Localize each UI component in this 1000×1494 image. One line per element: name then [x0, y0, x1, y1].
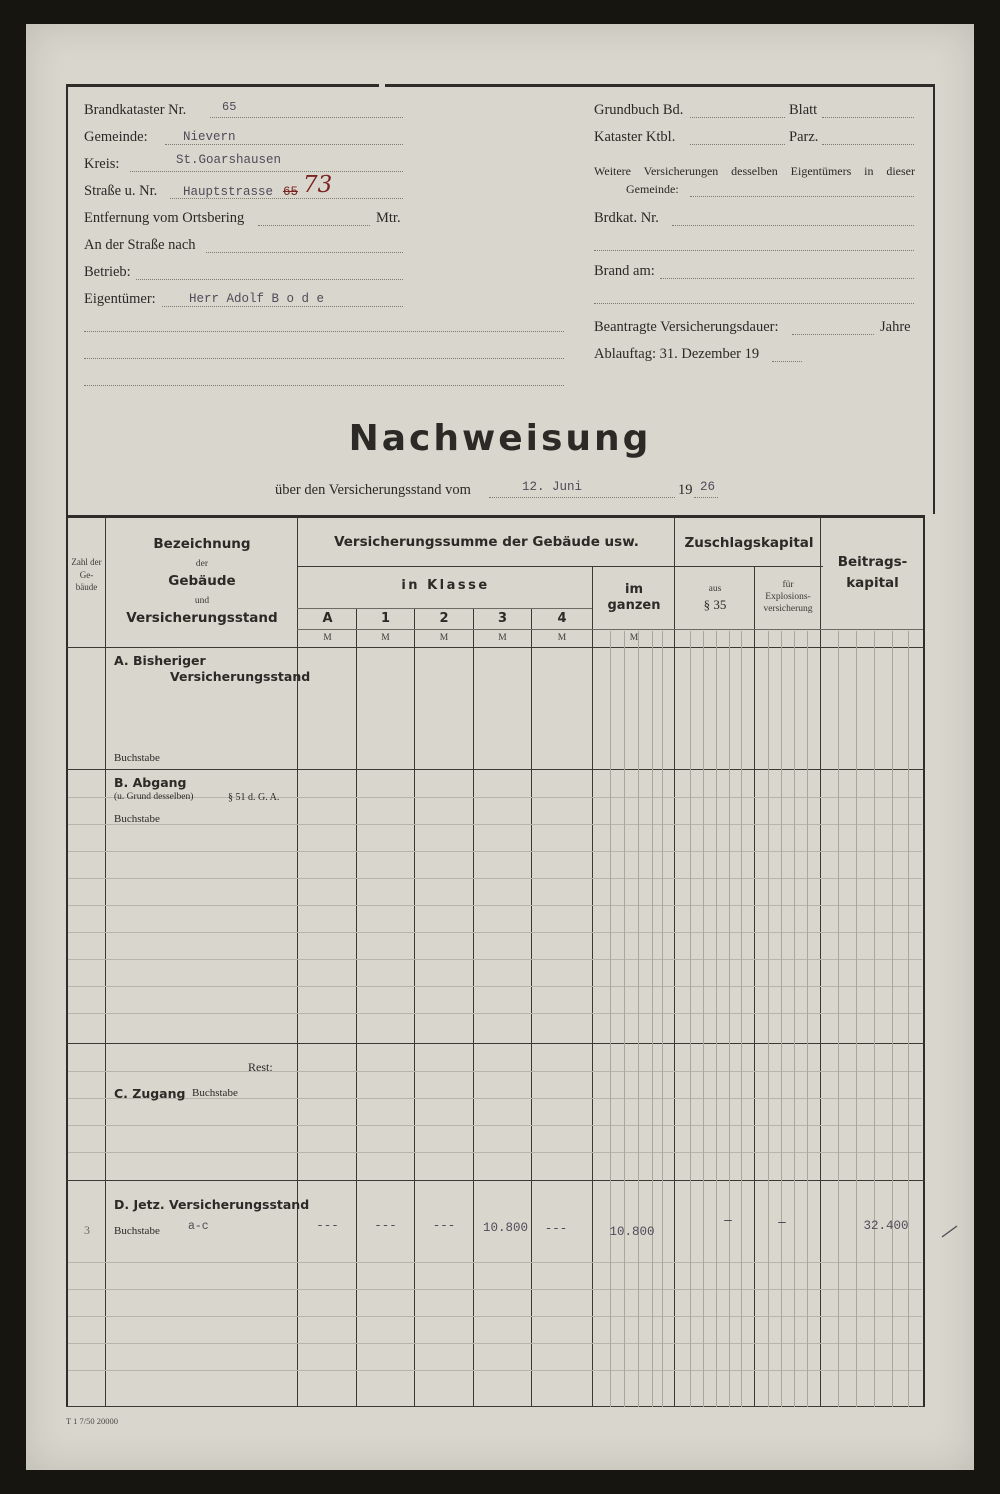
- col-divider-a: [356, 608, 357, 1407]
- kataster-line: [690, 144, 785, 145]
- grundbuch-label: Grundbuch Bd.: [594, 102, 684, 118]
- section-a-title-1: A. Bisheriger: [114, 653, 206, 668]
- section-a-buchstabe: Buchstabe: [114, 752, 160, 764]
- col-bez-header-5: Versicherungsstand: [126, 610, 278, 626]
- dauer-line: [792, 334, 874, 335]
- blatt-line: [822, 117, 914, 118]
- brandkataster-value: 65: [222, 100, 237, 114]
- d-beitrag-value: 32.400: [863, 1219, 909, 1233]
- digit-grid: [690, 631, 691, 1407]
- unit-2: M: [439, 633, 449, 643]
- section-c-bottom: [66, 1180, 925, 1181]
- col-fuer-header-2: Explosions-: [765, 592, 811, 602]
- entfernung-label: Entfernung vom Ortsbering: [84, 210, 245, 226]
- digit-grid: [874, 631, 875, 1407]
- unit-a: M: [323, 633, 332, 643]
- section-c-title: C. Zugang: [114, 1086, 186, 1101]
- date-line: [489, 497, 675, 498]
- col-bez-header-2: der: [195, 559, 209, 569]
- frame-left: [66, 84, 68, 1406]
- section-b-title: B. Abgang: [114, 775, 187, 790]
- year-line: [694, 497, 718, 498]
- col-klasse-header: in Klasse: [401, 578, 490, 593]
- section-b-paragraph: § 51 d. G. A.: [228, 792, 280, 803]
- col-ganzen-header-2: ganzen: [607, 598, 661, 613]
- entfernung-line: [258, 225, 370, 226]
- brandkataster-line: [210, 117, 403, 118]
- date-value: 12. Juni: [522, 480, 583, 494]
- kreis-line: [130, 171, 403, 172]
- digit-grid: [741, 631, 742, 1407]
- page-title: Nachweisung: [348, 418, 652, 459]
- col-bez-header-1: Bezeichnung: [153, 536, 251, 552]
- gemeinde-value: Nievern: [183, 130, 236, 144]
- entfernung-unit: Mtr.: [376, 210, 401, 226]
- print-code: T 1 7/50 20000: [66, 1416, 119, 1426]
- digit-grid: [768, 631, 769, 1407]
- col-zuschlag-header: Zuschlagskapital: [684, 535, 814, 551]
- d-class-4-value: ---: [544, 1222, 568, 1236]
- class-2-header: 2: [439, 611, 449, 626]
- brandkataster-label: Brandkataster Nr.: [84, 102, 187, 118]
- ablauf-label: Ablauftag: 31. Dezember 19: [594, 346, 760, 362]
- digit-grid: [624, 631, 625, 1407]
- d-fuer-value: —: [778, 1216, 786, 1230]
- class-1-header: 1: [380, 611, 391, 626]
- digit-grid: [807, 631, 808, 1407]
- header-divider-classes: [297, 629, 923, 630]
- digit-grid: [856, 631, 857, 1407]
- weitere-line-1: Weitere Versicherungen desselben Eigentümers in dieser: [594, 164, 915, 178]
- kreis-label: Kreis:: [84, 156, 120, 172]
- pencil-tick-mark: [940, 1222, 960, 1240]
- d-class-a-value: ---: [316, 1219, 339, 1233]
- brdkat-line-2: [594, 250, 914, 251]
- eigentuemer-value: Herr Adolf B o d e: [189, 292, 325, 306]
- brand-line: [660, 278, 914, 279]
- digit-grid: [781, 631, 782, 1407]
- col-bez-header-4: und: [194, 596, 210, 606]
- eigentuemer-line-2: [84, 331, 564, 332]
- digit-grid: [610, 631, 611, 1407]
- digit-grid: [729, 631, 730, 1407]
- unit-ganzen: M: [629, 633, 639, 643]
- year-prefix: 19: [678, 482, 693, 498]
- col-beitrag-header-1: Beitrags-: [837, 554, 908, 570]
- gemeinde-line: [165, 144, 403, 145]
- parz-label: Parz.: [789, 129, 819, 145]
- col-divider-3: [531, 608, 532, 1407]
- col-zahl-header: Zahl der Ge- bäude: [71, 557, 102, 592]
- kreis-value: St.Goarshausen: [176, 153, 282, 167]
- parz-line: [822, 144, 914, 145]
- section-d-zahl: 3: [84, 1223, 90, 1237]
- section-d-buchstabe-value: a-c: [188, 1220, 209, 1233]
- col-divider-fuer: [820, 517, 821, 1407]
- col-divider-2: [473, 608, 474, 1407]
- header-bottom: [66, 647, 925, 648]
- header-divider-vs: [297, 566, 823, 567]
- section-b-bottom: [66, 1043, 925, 1044]
- dauer-label: Beantragte Versicherungsdauer:: [594, 319, 779, 335]
- table-top-border: [66, 515, 925, 518]
- betrieb-label: Betrieb:: [84, 264, 131, 280]
- digit-grid: [703, 631, 704, 1407]
- year-value: 26: [700, 480, 716, 494]
- col-divider-zahl: [105, 517, 106, 1407]
- table-right-border: [923, 515, 925, 1407]
- class-a-header: A: [322, 611, 333, 626]
- d-class-2-value: ---: [432, 1219, 456, 1233]
- eigentuemer-line: [162, 306, 403, 307]
- eigentuemer-line-3: [84, 358, 564, 359]
- col-beitrag-header-2: kapital: [846, 575, 899, 591]
- col-fuer-header-3: versicherung: [763, 604, 813, 614]
- weitere-line: [690, 196, 914, 197]
- section-a-bottom: [66, 769, 925, 770]
- digit-grid: [716, 631, 717, 1407]
- frame-top-left: [66, 84, 379, 87]
- grundbuch-line: [690, 117, 785, 118]
- eigentuemer-label: Eigentümer:: [84, 291, 156, 307]
- col-divider-bez: [297, 517, 298, 1407]
- col-ganzen-header-1: im: [624, 582, 643, 597]
- section-b-subtitle: (u. Grund desselben): [114, 792, 194, 802]
- brdkat-label: Brdkat. Nr.: [594, 210, 659, 226]
- section-b-buchstabe: Buchstabe: [114, 813, 160, 825]
- class-3-header: 3: [497, 611, 508, 626]
- brdkat-line: [672, 225, 914, 226]
- an-der-strasse-line: [206, 252, 403, 253]
- table-bottom-border: [66, 1406, 925, 1407]
- d-class-1-value: ---: [374, 1219, 397, 1233]
- dauer-unit: Jahre: [880, 319, 911, 335]
- eigentuemer-line-4: [84, 385, 564, 386]
- col-par-header: § 35: [703, 597, 727, 612]
- frame-top-right: [385, 84, 935, 87]
- strasse-label: Straße u. Nr.: [84, 183, 158, 199]
- col-divider-ganzen: [674, 517, 675, 1407]
- digit-grid: [652, 631, 653, 1407]
- weitere-line-2: Gemeinde:: [626, 182, 679, 196]
- section-a-title-2: Versicherungsstand: [170, 669, 311, 684]
- digit-grid: [838, 631, 839, 1407]
- blatt-label: Blatt: [789, 102, 818, 118]
- strasse-struck-number: 65: [283, 185, 299, 199]
- d-aus-value: —: [724, 1214, 732, 1228]
- brand-label: Brand am:: [594, 263, 655, 279]
- unit-1: M: [381, 633, 390, 643]
- strasse-handwritten-number: 73: [303, 172, 333, 198]
- digit-grid: [638, 631, 639, 1407]
- title-subline: über den Versicherungsstand vom: [275, 482, 471, 498]
- ablauf-line: [772, 361, 802, 362]
- col-bez-header-3: Gebäude: [168, 573, 236, 589]
- kataster-label: Kataster Ktbl.: [594, 129, 676, 145]
- unit-3: M: [498, 633, 507, 643]
- gemeinde-label: Gemeinde:: [84, 129, 148, 145]
- d-ganzen-value: 10.800: [609, 1225, 655, 1239]
- brand-line-2: [594, 303, 914, 304]
- section-d-buchstabe: Buchstabe: [114, 1225, 160, 1237]
- section-d-title: D. Jetz. Versicherungsstand: [114, 1197, 310, 1212]
- col-aus-header: aus: [708, 584, 722, 594]
- an-der-strasse-label: An der Straße nach: [84, 237, 196, 253]
- col-divider-1: [414, 608, 415, 1407]
- digit-grid: [908, 631, 909, 1407]
- col-vs-header: Versicherungssumme der Gebäude usw.: [334, 534, 639, 550]
- unit-4: M: [557, 633, 567, 643]
- betrieb-line: [136, 279, 403, 280]
- class-4-header: 4: [557, 611, 567, 626]
- digit-grid: [662, 631, 663, 1407]
- section-c-buchstabe: Buchstabe: [192, 1087, 238, 1099]
- header-divider-klasse: [297, 608, 592, 609]
- digit-grid: [892, 631, 893, 1407]
- rest-label: Rest:: [248, 1060, 273, 1074]
- d-class-3-value: 10.800: [482, 1221, 528, 1235]
- strasse-value: Hauptstrasse: [183, 185, 274, 199]
- digit-grid: [794, 631, 795, 1407]
- col-fuer-header-1: für: [782, 580, 794, 590]
